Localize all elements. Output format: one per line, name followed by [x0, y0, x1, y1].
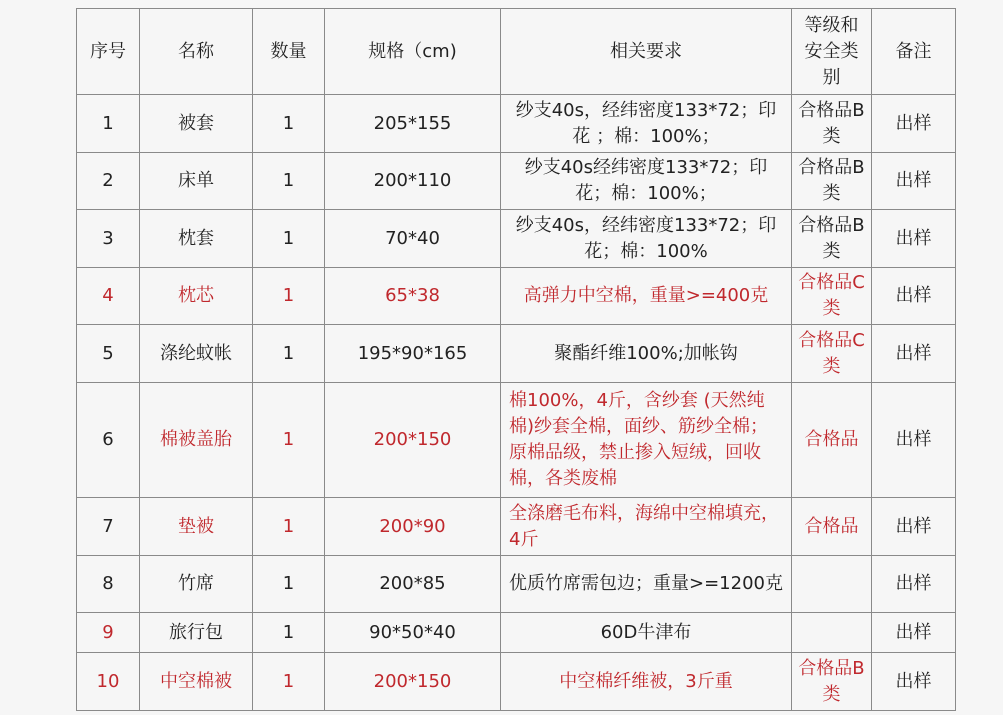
cell-qty: 1 — [253, 95, 325, 153]
header-name: 名称 — [140, 9, 253, 95]
cell-grade: 合格品B类 — [792, 210, 872, 268]
cell-note: 出样 — [872, 383, 956, 498]
cell-req: 棉100%，4斤，含纱套 (天然纯棉)纱套全棉，面纱、筋纱全棉；原棉品级，禁止掺入短绒，回收棉，各类废棉 — [501, 383, 792, 498]
cell-req: 中空棉纤维被，3斤重 — [501, 653, 792, 711]
cell-grade: 合格品C类 — [792, 325, 872, 383]
cell-qty: 1 — [253, 268, 325, 325]
header-no: 序号 — [77, 9, 140, 95]
cell-req: 聚酯纤维100%;加帐钩 — [501, 325, 792, 383]
cell-note: 出样 — [872, 153, 956, 210]
header-grade: 等级和安全类别 — [792, 9, 872, 95]
cell-grade: 合格品C类 — [792, 268, 872, 325]
cell-qty: 1 — [253, 613, 325, 653]
cell-note: 出样 — [872, 268, 956, 325]
cell-no: 4 — [77, 268, 140, 325]
cell-grade — [792, 613, 872, 653]
cell-spec: 200*150 — [325, 383, 501, 498]
cell-grade: 合格品 — [792, 498, 872, 556]
cell-no: 10 — [77, 653, 140, 711]
cell-name: 枕套 — [140, 210, 253, 268]
cell-req: 全涤磨毛布料，海绵中空棉填充，4斤 — [501, 498, 792, 556]
cell-req: 纱支40s，经纬密度133*72；印花 ；棉：100%； — [501, 95, 792, 153]
cell-note: 出样 — [872, 210, 956, 268]
cell-no: 3 — [77, 210, 140, 268]
cell-no: 7 — [77, 498, 140, 556]
header-note: 备注 — [872, 9, 956, 95]
cell-req: 高弹力中空棉，重量>=400克 — [501, 268, 792, 325]
table-row — [77, 268, 956, 325]
cell-qty: 1 — [253, 498, 325, 556]
table-row — [77, 653, 956, 711]
cell-no: 1 — [77, 95, 140, 153]
cell-note: 出样 — [872, 613, 956, 653]
table-row — [77, 153, 956, 210]
cell-spec: 200*85 — [325, 556, 501, 613]
cell-no: 9 — [77, 613, 140, 653]
cell-no: 6 — [77, 383, 140, 498]
cell-name: 垫被 — [140, 498, 253, 556]
cell-note: 出样 — [872, 556, 956, 613]
cell-spec: 70*40 — [325, 210, 501, 268]
cell-req: 60D牛津布 — [501, 613, 792, 653]
spec-table — [76, 8, 956, 711]
cell-name: 旅行包 — [140, 613, 253, 653]
cell-note: 出样 — [872, 325, 956, 383]
cell-no: 8 — [77, 556, 140, 613]
cell-spec: 195*90*165 — [325, 325, 501, 383]
cell-name: 涤纶蚊帐 — [140, 325, 253, 383]
cell-name: 中空棉被 — [140, 653, 253, 711]
table-row — [77, 95, 956, 153]
cell-note: 出样 — [872, 653, 956, 711]
cell-qty: 1 — [253, 325, 325, 383]
table-row — [77, 325, 956, 383]
cell-name: 竹席 — [140, 556, 253, 613]
cell-no: 5 — [77, 325, 140, 383]
cell-qty: 1 — [253, 653, 325, 711]
header-row — [77, 9, 956, 95]
cell-no: 2 — [77, 153, 140, 210]
cell-grade: 合格品B类 — [792, 653, 872, 711]
cell-spec: 200*150 — [325, 653, 501, 711]
cell-req: 纱支40s，经纬密度133*72；印花；棉：100% — [501, 210, 792, 268]
cell-name: 棉被盖胎 — [140, 383, 253, 498]
cell-spec: 90*50*40 — [325, 613, 501, 653]
cell-name: 床单 — [140, 153, 253, 210]
cell-spec: 200*90 — [325, 498, 501, 556]
table-row — [77, 383, 956, 498]
cell-spec: 205*155 — [325, 95, 501, 153]
header-req: 相关要求 — [501, 9, 792, 95]
header-qty: 数量 — [253, 9, 325, 95]
cell-name: 枕芯 — [140, 268, 253, 325]
cell-qty: 1 — [253, 153, 325, 210]
cell-qty: 1 — [253, 210, 325, 268]
cell-note: 出样 — [872, 498, 956, 556]
cell-req: 纱支40s经纬密度133*72；印花；棉：100%； — [501, 153, 792, 210]
cell-name: 被套 — [140, 95, 253, 153]
cell-spec: 200*110 — [325, 153, 501, 210]
cell-note: 出样 — [872, 95, 956, 153]
cell-grade — [792, 556, 872, 613]
cell-spec: 65*38 — [325, 268, 501, 325]
table-row — [77, 498, 956, 556]
cell-grade: 合格品B类 — [792, 95, 872, 153]
cell-qty: 1 — [253, 383, 325, 498]
table-row — [77, 613, 956, 653]
cell-grade: 合格品B类 — [792, 153, 872, 210]
cell-grade: 合格品 — [792, 383, 872, 498]
table-row — [77, 210, 956, 268]
table-row — [77, 556, 956, 613]
cell-qty: 1 — [253, 556, 325, 613]
cell-req: 优质竹席需包边；重量>=1200克 — [501, 556, 792, 613]
header-spec: 规格（cm) — [325, 9, 501, 95]
